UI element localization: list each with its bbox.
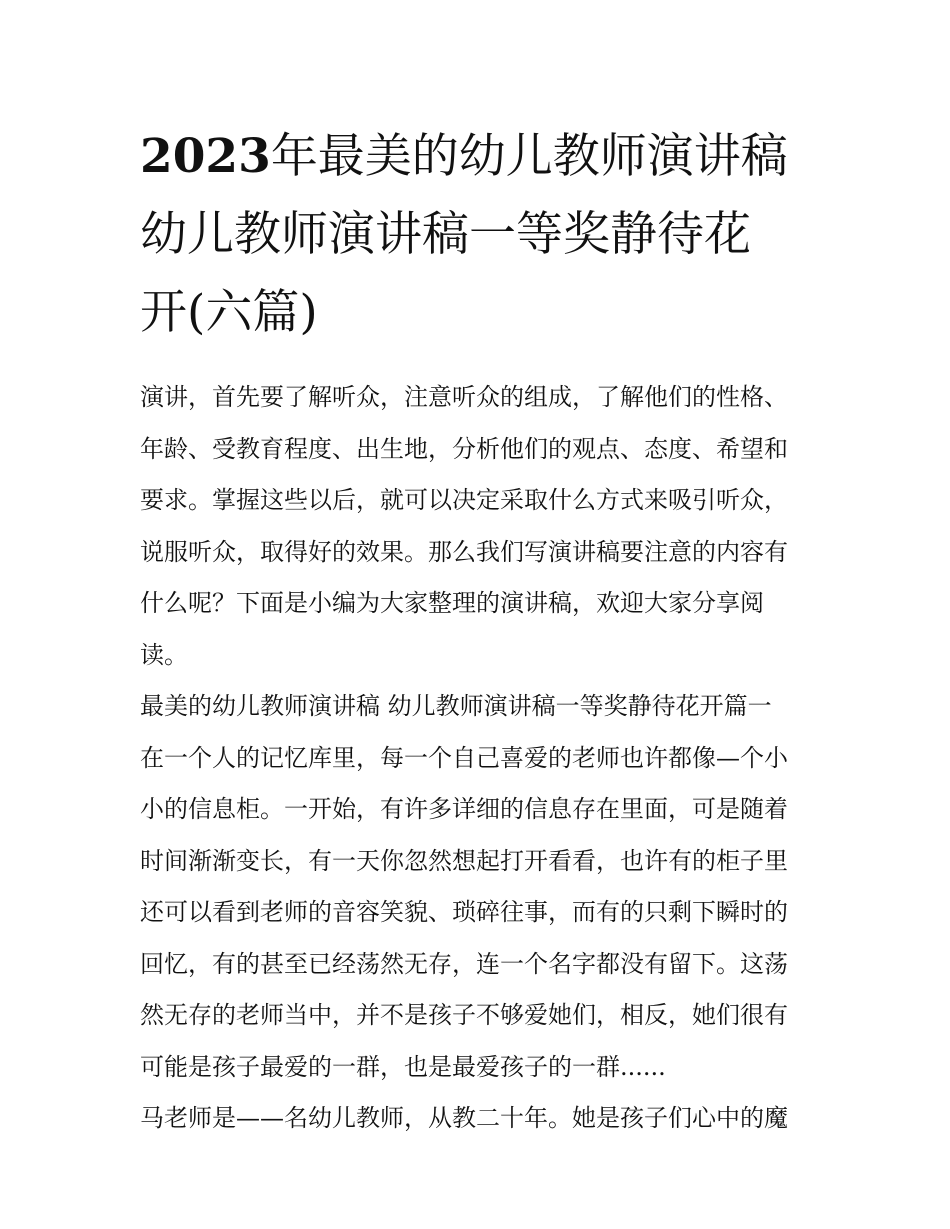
body-line: 要求。掌握这些以后，就可以决定采取什么方式来吸引听众， <box>140 486 788 514</box>
body-line: 读。 <box>140 640 188 669</box>
body-line: 什么呢？下面是小编为大家整理的演讲稿，欢迎大家分享阅 <box>140 589 764 617</box>
section-heading: 最美的幼儿教师演讲稿 幼儿教师演讲稿一等奖静待花开篇一 <box>140 692 772 720</box>
body-line: 年龄、受教育程度、出生地，分析他们的观点、态度、希望和 <box>140 434 788 463</box>
body-line: 在一个人的记忆库里，每一个自己喜爱的老师也许都像—个小 <box>140 743 788 772</box>
body-line: 马老师是——名幼儿教师，从教二十年。她是孩子们心中的魔 <box>140 1104 788 1132</box>
body-line: 小的信息柜。一开始，有许多详细的信息存在里面，可是随着 <box>140 795 788 823</box>
body-line: 可能是孩子最爱的一群，也是最爱孩子的一群...... <box>140 1052 666 1081</box>
document-title <box>140 118 820 352</box>
body-line: 演讲，首先要了解听众，注意听众的组成，了解他们的性格、 <box>140 383 788 411</box>
title-line-3: 开(六篇) <box>140 285 318 340</box>
document-page <box>140 118 820 1145</box>
body-line: 说服听众，取得好的效果。那么我们写演讲稿要注意的内容有 <box>140 537 788 566</box>
body-line: 然无存的老师当中，并不是孩子不够爱她们，相反，她们很有 <box>140 1001 788 1029</box>
title-line-1: 2023年最美的幼儿教师演讲稿 <box>140 129 788 184</box>
body-line: 时间渐渐变长，有一天你忽然想起打开看看，也许有的柜子里 <box>140 846 788 875</box>
body-line: 回忆，有的甚至已经荡然无存，连一个名字都没有留下。这荡 <box>140 949 788 978</box>
title-line-2: 幼儿教师演讲稿一等奖静待花 <box>140 207 751 262</box>
document-body <box>140 372 820 1145</box>
body-line: 还可以看到老师的音容笑貌、琐碎往事，而有的只剩下瞬时的 <box>140 898 788 926</box>
